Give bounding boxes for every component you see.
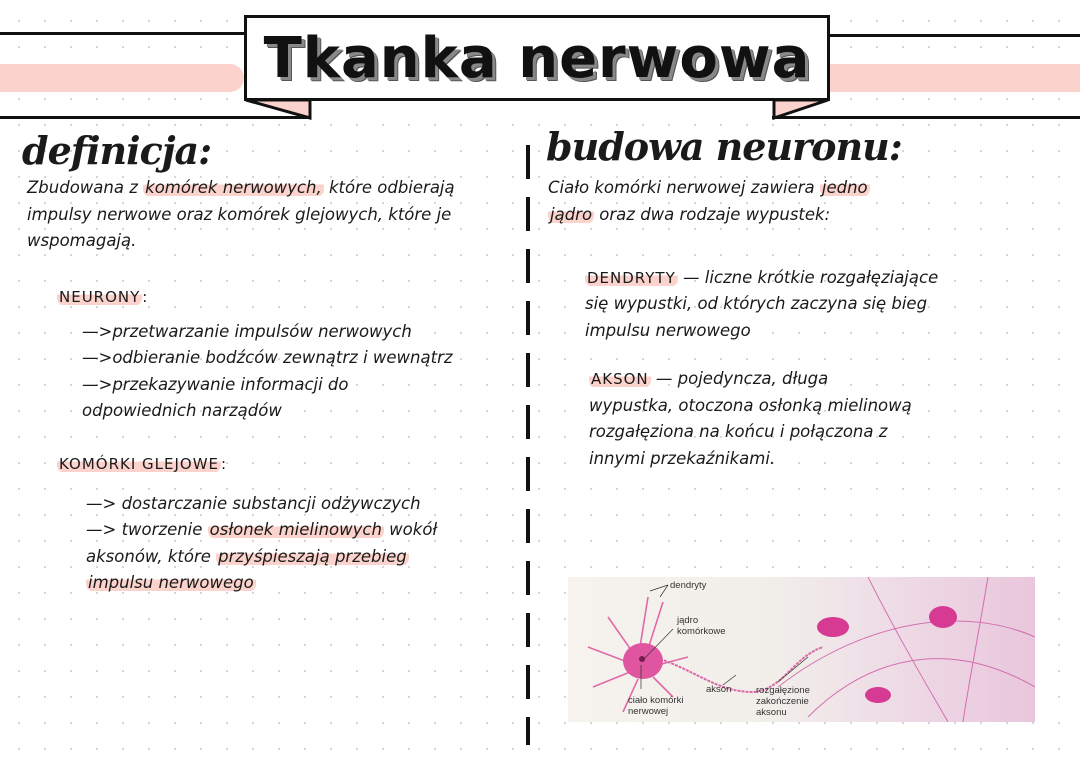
neuron-cell xyxy=(865,687,891,703)
header-highlight-left xyxy=(0,64,244,92)
text-segment: —>przekazywanie informacji do xyxy=(82,374,349,394)
text-segment: —>odbieranie bodźców zewnątrz i wewnątrz xyxy=(82,348,453,368)
banner-fold-left xyxy=(244,98,314,120)
neuron-cell xyxy=(929,606,957,628)
text-segment: rozgałęziona na końcu i połączona z xyxy=(589,422,888,441)
text-line xyxy=(548,178,870,197)
title-banner xyxy=(244,15,830,101)
label-cialo: ciało komórki xyxy=(628,695,684,706)
label-komorkowe: komórkowe xyxy=(677,626,726,637)
highlighted-text: impulsu nerwowego xyxy=(88,572,254,592)
text-segment: —> dostarczanie substancji odżywczych xyxy=(86,494,421,513)
definition-heading: definicja: xyxy=(22,128,212,173)
text-line xyxy=(86,494,421,513)
text-segment: — pojedyncza, długa xyxy=(650,369,829,388)
text-line xyxy=(585,294,927,313)
header-rule-left-top xyxy=(0,32,246,35)
text-line xyxy=(27,178,455,197)
text-line xyxy=(548,205,830,224)
text-segment: wspomagają. xyxy=(27,231,137,250)
text-segment: które odbierają xyxy=(323,178,455,197)
text-line xyxy=(82,322,412,341)
label-nerwowej: nerwowej xyxy=(628,706,669,717)
highlighted-text: przyśpieszają przebieg xyxy=(218,546,407,566)
text-segment: — liczne krótkie rozgałęziające xyxy=(677,268,939,287)
highlighted-text: osłonek mielinowych xyxy=(209,520,382,540)
text-segment: impulsu nerwowego xyxy=(585,320,751,340)
text-line xyxy=(86,520,437,539)
neuron-cell xyxy=(817,617,849,637)
text-line xyxy=(589,369,828,388)
label-aksonu: aksonu xyxy=(756,707,787,718)
text-line xyxy=(27,205,451,224)
column-divider xyxy=(526,145,530,745)
text-line xyxy=(82,348,453,367)
text-segment: Zbudowana z xyxy=(27,178,144,197)
text-segment: : xyxy=(221,455,228,473)
text-segment: —> tworzenie xyxy=(86,520,208,540)
text-line xyxy=(27,231,136,250)
text-segment: Ciało komórki nerwowej zawiera xyxy=(548,178,820,197)
text-segment: się wypustki, od których zaczyna się bieg xyxy=(585,294,928,314)
text-segment: wypustka, otoczona osłonką mielinową xyxy=(589,395,912,415)
text-line xyxy=(57,287,148,306)
label-rozgalezione: rozgałęzione xyxy=(756,685,810,696)
text-segment: odpowiednich narządów xyxy=(82,400,282,420)
text-line xyxy=(82,401,282,420)
text-segment: —>przetwarzanie impulsów nerwowych xyxy=(82,322,412,341)
text-line xyxy=(57,454,227,473)
header-rule-right-top xyxy=(830,34,1080,37)
label-zakonczenie: zakończenie xyxy=(756,696,809,707)
text-segment: aksonów, które xyxy=(86,546,217,566)
text-segment: impulsy nerwowe oraz komórek glejowych, które je xyxy=(27,204,452,224)
text-segment: wokół xyxy=(383,520,438,540)
highlighted-text: komórek nerwowych, xyxy=(145,178,322,197)
highlighted-text: DENDRYTY xyxy=(587,269,676,287)
text-line xyxy=(585,321,751,340)
text-line xyxy=(86,547,409,566)
label-dendryty: dendryty xyxy=(670,580,707,591)
text-segment: innymi przekaźnikami. xyxy=(589,448,776,468)
text-segment: oraz dwa rodzaje wypustek: xyxy=(594,204,831,224)
highlighted-text: NEURONY xyxy=(59,288,141,306)
text-line xyxy=(589,396,912,415)
banner-fold-right xyxy=(770,98,832,120)
page-title: Tkanka nerwowa xyxy=(263,25,811,91)
highlighted-text: jądro xyxy=(550,204,593,224)
label-jadro: jądro xyxy=(677,615,699,626)
text-segment: : xyxy=(142,288,149,306)
header-highlight-right xyxy=(830,64,1080,92)
text-line xyxy=(589,422,887,441)
text-line xyxy=(82,375,349,394)
text-line xyxy=(585,268,938,287)
text-line xyxy=(589,449,775,468)
neuron-structure-heading: budowa neuronu: xyxy=(546,124,902,169)
neuron-diagram xyxy=(568,577,1035,722)
highlighted-text: KOMÓRKI GLEJOWE xyxy=(59,455,220,473)
text-line xyxy=(86,573,256,592)
highlighted-text: jedno xyxy=(821,178,868,197)
label-akson: akson xyxy=(706,684,732,695)
highlighted-text: AKSON xyxy=(591,370,649,388)
